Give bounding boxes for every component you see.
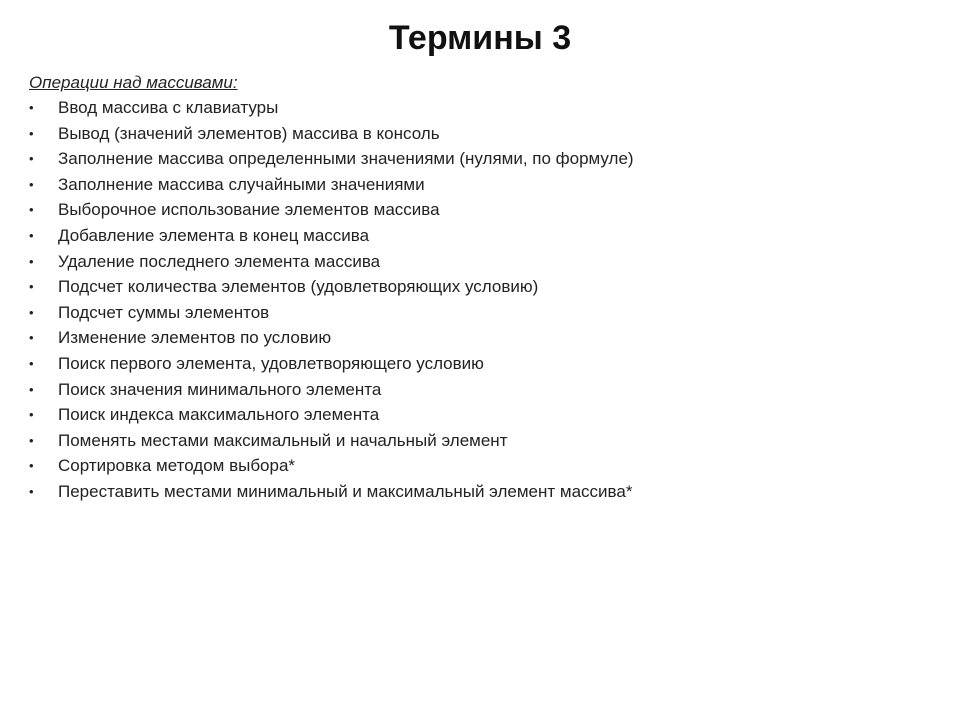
list-item-text: Заполнение массива определенными значениями (нулями, по формуле): [58, 149, 634, 169]
bullet-icon: •: [29, 330, 34, 346]
list-item: [29, 172, 929, 198]
bullet-icon: •: [29, 304, 34, 320]
list-item: [29, 325, 929, 351]
list-item-text: Вывод (значений элементов) массива в консоль: [58, 123, 440, 143]
list-item: [29, 274, 929, 300]
bullet-icon: •: [29, 202, 34, 218]
bullet-icon: •: [29, 279, 34, 295]
bullet-icon: •: [29, 407, 34, 423]
list-item: [29, 197, 929, 223]
bullet-icon: •: [29, 432, 34, 448]
list-item-text: Сортировка методом выбора*: [58, 456, 296, 476]
list-item-text: Добавление элемента в конец массива: [58, 225, 370, 245]
list-item-text: Заполнение массива случайными значениями: [58, 174, 425, 194]
bullet-icon: •: [29, 483, 34, 499]
bullet-icon: •: [29, 381, 34, 397]
list-item: [29, 453, 929, 479]
list-item-text: Подсчет суммы элементов: [58, 302, 270, 322]
list-item: [29, 146, 929, 172]
list-item-text: Выборочное использование элементов массива: [58, 200, 440, 220]
bullet-icon: •: [29, 125, 34, 141]
bullet-icon: •: [29, 458, 34, 474]
list-item: [29, 300, 929, 326]
slide-content: [29, 70, 929, 505]
bullet-icon: •: [29, 227, 34, 243]
bullet-icon: •: [29, 253, 34, 269]
list-item: [29, 121, 929, 147]
list-item-text: Поиск значения минимального элемента: [58, 379, 382, 399]
list-item-text: Удаление последнего элемента массива: [58, 251, 381, 271]
bullet-icon: •: [29, 100, 34, 115]
bullet-icon: •: [29, 151, 34, 167]
list-item: [29, 428, 929, 454]
list-item-text: Поменять местами максимальный и начальный элемент: [58, 430, 508, 450]
list-item-text: Поиск первого элемента, удовлетворяющего условию: [58, 353, 484, 373]
list-item: [29, 223, 929, 249]
section-heading: Операции над массивами:: [29, 73, 238, 92]
list-item-text: Переставить местами минимальный и максимальный элемент массива*: [58, 481, 633, 501]
list-item: [29, 479, 929, 505]
list-item: [29, 377, 929, 403]
bullet-icon: •: [29, 176, 34, 192]
list-item-text: Ввод массива с клавиатуры: [58, 98, 279, 117]
list-item-text: Подсчет количества элементов (удовлетворяющих условию): [58, 277, 539, 297]
list-item-text: Поиск индекса максимального элемента: [58, 405, 380, 425]
bullet-icon: •: [29, 355, 34, 371]
list-item: [29, 402, 929, 428]
list-item-text: Изменение элементов по условию: [58, 328, 332, 348]
list-item: [29, 351, 929, 377]
list-item: [29, 95, 929, 121]
slide-title: Термины 3: [388, 19, 572, 57]
list-item: [29, 249, 929, 275]
bullet-list: [29, 95, 929, 505]
